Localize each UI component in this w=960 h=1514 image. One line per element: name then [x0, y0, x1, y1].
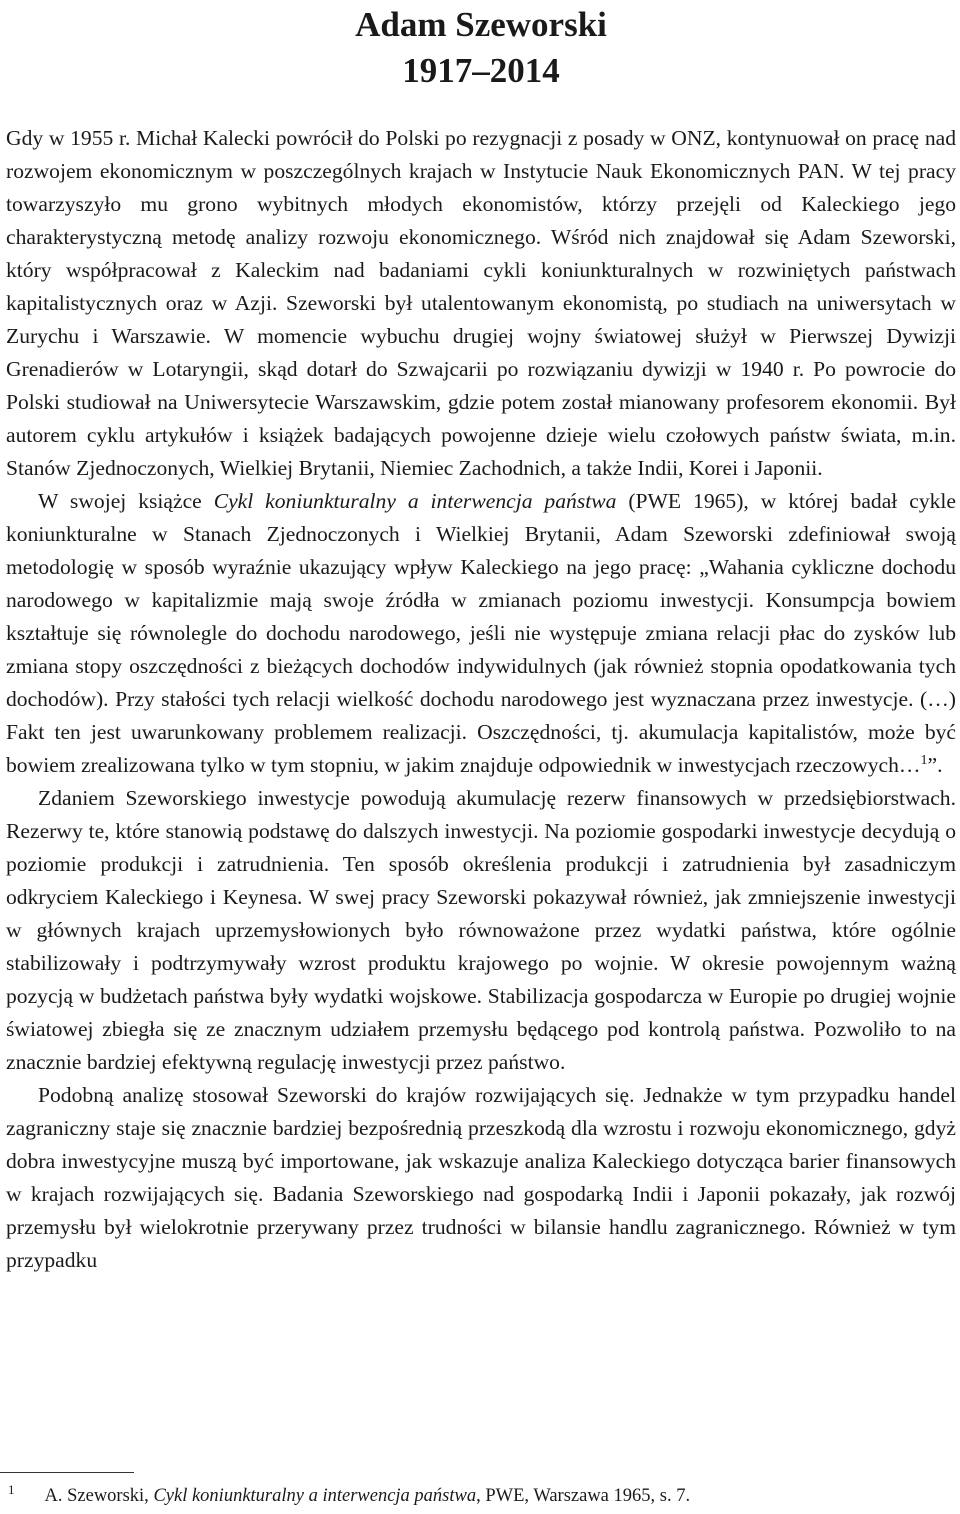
- title-block: [6, 2, 956, 94]
- book-title: Cykl koniunkturalny a interwencja państwa: [213, 489, 617, 513]
- paragraph-2: [6, 485, 956, 782]
- footnote-book-title: Cykl koniunkturalny a interwencja państwa: [153, 1486, 477, 1506]
- life-years: 1917–2014: [402, 51, 560, 90]
- footnote-number: 1: [8, 1481, 15, 1497]
- paragraph-2-end: ”.: [927, 753, 943, 777]
- footnote: [8, 1481, 691, 1508]
- footnote-author: A. Szeworski,: [44, 1486, 154, 1506]
- article-body: [6, 122, 956, 1277]
- footnote-details: , PWE, Warszawa 1965, s. 7.: [476, 1486, 691, 1506]
- paragraph-3: Zdaniem Szeworskiego inwestycje powodują akumulację rezerw finansowych w przedsiębiorstwach. Rezerwy te, które stanowią podstawę do dalszych inwestycji. Na poziomie gospodarki inwestycje decydują o poziomie produkcji i zatrudnienia. Ten sposób określenia produkcji i zatrudnienia był zasadniczym odkryciem Kaleckiego i Keynesa. W swej pracy Szeworski pokazywał również, jak zmniejszenie inwestycji w głównych krajach uprzemysłowionych było równoważone przez wydatki państwa, które ogólnie stabilizowały i podtrzymywały wzrost produktu krajowego po wojnie. W okresie powojennym ważną pozycją w budżetach państwa były wydatki wojskowe. Stabilizacja gospodarcza w Europie po drugiej wojnie światowej zbiegła się ze znacznym udziałem przemysłu będącego pod kontrolą państwa. Pozwoliło to na znacznie bardziej efektywną regulację inwestycji przez państwo.: [6, 786, 956, 1074]
- document-page: [6, 0, 956, 1277]
- footnote-divider: [0, 1472, 134, 1473]
- paragraph-2-start: W swojej książce: [38, 489, 214, 513]
- paragraph-4: Podobną analizę stosował Szeworski do krajów rozwijających się. Jednakże w tym przypadku handel zagraniczny staje się znacznie bardziej bezpośrednią przeszkodą dla wzrostu i rozwoju ekonomicznego, gdyż dobra inwestycyjne muszą być importowane, jak wskazuje analiza Kaleckiego dotycząca barier finansowych w krajach rozwijających się. Badania Szeworskiego nad gospodarką Indii i Japonii pokazały, jak rozwój przemysłu był wielokrotnie przerywany przez trudności w bilansie handlu zagranicznego. Również w tym przypadku: [6, 1083, 956, 1272]
- footnote-ref[interactable]: 1: [920, 752, 928, 768]
- page-title: Adam Szeworski: [355, 5, 607, 44]
- paragraph-2-body: (PWE 1965), w której badał cykle koniunkturalne w Stanach Zjednoczonych i Wielkiej Brytanii, Adam Szeworski zdefiniował swoją metodologię w sposób wyraźnie ukazujący wpływ Kaleckiego na jego pracę: „Wahania cykliczne dochodu narodowego w kapitalizmie mają swoje źródła w zmianach poziomu inwestycji. Konsumpcja bowiem kształtuje się równolegle do dochodu narodowego, jeśli nie występuje zmiana relacji płac do zysków lub zmiana stopy oszczędności z bieżących dochodów indywidulnych (jak również stopnia opodatkowania tych dochodów). Przy stałości tych relacji wielkość dochodu narodowego jest wyznaczana przez inwestycje. (…) Fakt ten jest uwarunkowany problemem realizacji. Oszczędności, tj. akumulacja kapitalistów, może być bowiem zrealizowana tylko w tym stopniu, w jakim znajduje odpowiednik w inwestycjach rzeczowych…: [6, 489, 956, 777]
- paragraph-1: Gdy w 1955 r. Michał Kalecki powrócił do Polski po rezygnacji z posady w ONZ, kontynuował on pracę nad rozwojem ekonomicznym w poszczególnych krajach w Instytucie Nauk Ekonomicznych PAN. W tej pracy towarzyszyło mu grono wybitnych młodych ekonomistów, którzy przejęli od Kaleckiego jego charakterystyczną metodę analizy rozwoju ekonomicznego. Wśród nich znajdował się Adam Szeworski, który współpracował z Kaleckim nad badaniami cykli koniunkturalnych w rozwiniętych państwach kapitalistycznych oraz w Azji. Szeworski był utalentowanym ekonomistą, po studiach na uniwersytach w Zurychu i Warszawie. W momencie wybuchu drugiej wojny światowej służył w Pierwszej Dywizji Grenadierów w Lotaryngii, skąd dotarł do Szwajcarii po rozwiązaniu dywizji w 1940 r. Po powrocie do Polski studiował na Uniwersytecie Warszawskim, gdzie potem został mianowany profesorem ekonomii. Był autorem cyklu artykułów i książek badających powojenne dzieje wielu czołowych państw świata, m.in. Stanów Zjednoczonych, Wielkiej Brytanii, Niemiec Zachodnich, a także Indii, Korei i Japonii.: [6, 126, 956, 480]
